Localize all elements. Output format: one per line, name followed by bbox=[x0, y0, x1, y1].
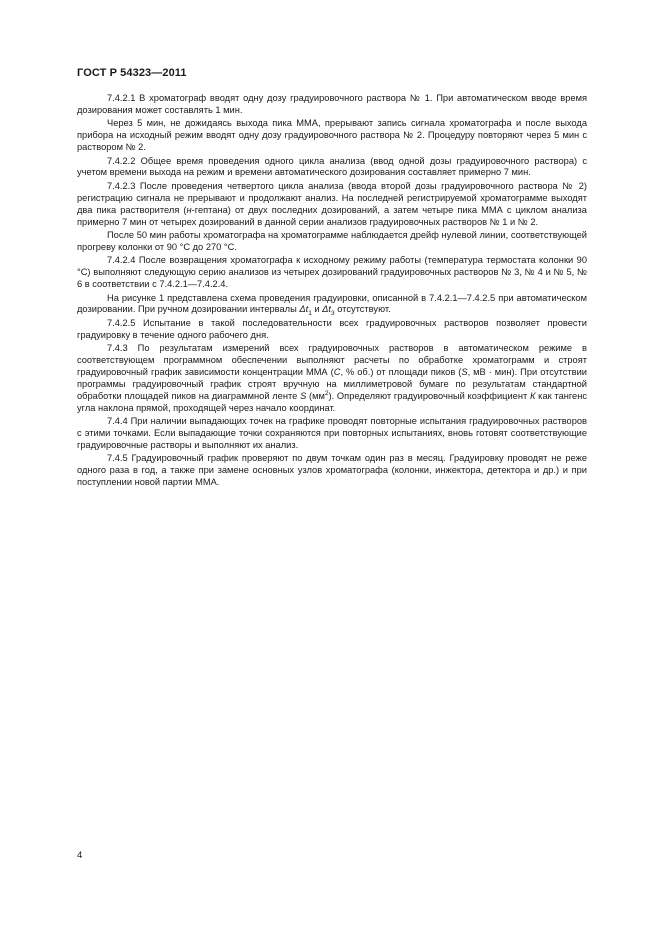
subscript-1: 1 bbox=[308, 310, 312, 318]
text-segment: и bbox=[311, 304, 323, 315]
symbol-k: К bbox=[529, 390, 536, 401]
paragraph-7-4-2-5: 7.4.2.5 Испытание в такой последовательности всех градуировочных растворов позволяет провести градуировку в течение одного рабочего дня. bbox=[77, 317, 587, 340]
paragraph-7-4-4: 7.4.4 При наличии выпадающих точек на графике проводят повторные испытания градуировочных растворов с этими точками. Если выпадающие точки сохраняются при повторных испытаниях, вновь готовят соответствующие градуировочные растворы и выполняют их анализ. bbox=[77, 416, 587, 450]
text-segment: , мВ · мин). При отсутствии программы градуировочный график строят вручную на миллиметровой бумаге по результатам стандартной обработки площадей пиков на диаграммной ленте bbox=[77, 366, 587, 401]
paragraph-7-4-3 bbox=[77, 343, 587, 414]
document-body bbox=[77, 93, 587, 491]
text-segment: , % об.) от площади пиков ( bbox=[340, 366, 462, 377]
symbol-s: S bbox=[461, 366, 468, 377]
text-segment: На рисунке 1 представлена схема проведения градуировки, описанной в 7.4.2.1—7.4.2.5 при автоматическом дозировании. При ручном дозировании интервалы bbox=[77, 292, 587, 315]
text-segment: 7.4.2.3 После проведения четвертого цикла анализа (ввода второй дозы градуировочного раствора № 2) регистрацию сигнала не прерывают и продолжают анализ. На последней регистрируемой хроматограмме выходят два пика растворителя ( bbox=[77, 180, 587, 215]
page-number: 4 bbox=[77, 850, 83, 861]
text-segment: 7.4.3 По результатам измерений всех градуировочных растворов в автоматическом режиме в соответствующем программном обеспечении выполняют расчеты по обработке хроматограмм и строят градуировочный график зависимости концентрации ММА ( bbox=[77, 343, 587, 377]
paragraph-figure-1-reference bbox=[77, 293, 587, 317]
subscript-3: 3 bbox=[331, 310, 335, 318]
paragraph-interrupt-recording: Через 5 мин, не дожидаясь выхода пика ММА, прерывают запись сигнала хроматографа и после выхода прибора на исходный режим вводят одну дозу градуировочного раствора № 2. Процедуру повторяют через 5 мин с раствором № 2. bbox=[77, 118, 587, 153]
text-segment: отсутствуют. bbox=[334, 304, 391, 315]
text-segment: как тангенс угла наклона прямой, проходящей через начало координат. bbox=[77, 390, 588, 413]
text-segment: -гептана) от двух последних дозирований, а затем четыре пика ММА с циклом анализа примерно 7 мин от четырех дозирований в данной серии анализов градуировочных растворов № 1 и № 2. bbox=[77, 204, 587, 227]
paragraph-7-4-2-3 bbox=[77, 181, 587, 229]
document-header: ГОСТ Р 54323—2011 bbox=[77, 67, 187, 79]
symbol-c: С bbox=[333, 366, 341, 377]
paragraph-7-4-2-1: 7.4.2.1 В хроматограф вводят одну дозу градуировочного раствора № 1. При автоматическом вводе время дозирования может составлять 1 мин. bbox=[77, 93, 587, 115]
text-segment: ). Определяют градуировочный коэффициент bbox=[328, 390, 530, 401]
superscript-2: 2 bbox=[324, 389, 329, 397]
paragraph-7-4-5: 7.4.5 Градуировочный график проверяют по двум точкам один раз в месяц. Градуировку проводят не реже одного раза в год, а также при замене основных узлов хроматографа (колонки, инжектора, детектора и др.) и при поступлении новой партии ММА. bbox=[77, 453, 587, 488]
italic-n: н bbox=[186, 204, 192, 215]
text-segment: (мм bbox=[306, 390, 325, 401]
paragraph-7-4-2-2: 7.4.2.2 Общее время проведения одного цикла анализа (ввод одной дозы градуировочного раствора) с учетом времени выхода на режим и времени автоматического дозирования составляет примерно 7 мин. bbox=[77, 155, 587, 178]
delta-t-symbol: Δt bbox=[322, 304, 331, 315]
symbol-s: S bbox=[300, 390, 307, 401]
delta-t-symbol: Δt bbox=[299, 304, 309, 315]
paragraph-7-4-2-4: 7.4.2.4 После возвращения хроматографа к исходному режиму работы (температура термостата колонки 90 °С) выполняют следующую серию анализов из четырех дозирований градуировочных растворов № 3, № 4 и № 5, № 6 в соответствии с 7.4.2.1—7.4.2.4. bbox=[77, 255, 587, 290]
paragraph-baseline-drift: После 50 мин работы хроматографа на хроматограмме наблюдается дрейф нулевой линии, соответствующей прогреву колонки от 90 °С до 270 °С. bbox=[77, 229, 587, 252]
